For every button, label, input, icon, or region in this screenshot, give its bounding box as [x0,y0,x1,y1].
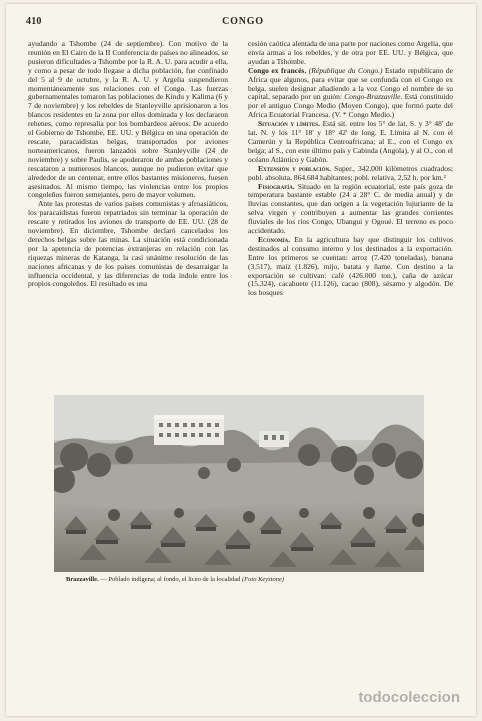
section-extension [248,165,453,183]
entry-heading-note: (République du Congo.) [308,65,383,75]
left-paragraph: ayudando a Tshombe (24 de septiembre). Con motivo de la reunión en El Cairo de la II Conferencia de países no alineados, se pusieron dificultades a Tshombe por la R. A. U. para acudir a ella, y como a pesar de todo llegase a dicha población, fue confinado del 5 al 9 de octubre, y la R. A. U. y Argelia suspendieron momentáneamente sus relaciones con el Congo. Las fuerzas gubernamentales tomaron las poblaciones de Kindu y Kalima (6 y 7 de noviembre) y los rebeldes de Stanleyville aprisionaron a los blancos residentes en la zona por ellos dominada y los declararon rehenes, como represalia por los bombardeos aéreos. De acuerdo el Gobierno de Tshombe, EE. UU. y Bélgica en una operación de rescate, paracaidistas belgas, transportados por aviones norteamericanos, fueron lanzados sobre Stanleyville (24 de noviembre) y sobre Paulis, se apoderaron de ambas poblaciones y rescataron a numerosos blancos, aunque no pudieron evitar que alrededor de un centenar, entre ellos bastantes misioneros, fuesen asesinados. Al mismo tiempo, las violencias entre los propios congoleños fueron semejantes, pero de mayor volumen. [28,39,228,200]
right-column [248,40,453,298]
section-text: Super., 342.000 kilómetros cuadrados; pobl. absoluta, 864.684 habitantes; pobl. relativa, 2,52 h. por km.² [248,163,454,182]
section-heading: Situación y límites. [258,119,320,129]
section-fisiografia [248,183,453,236]
section-economia [248,236,453,298]
section-heading: Fisiografía. [258,181,295,191]
caption-credit: (Foto Keystone) [242,576,285,583]
page-header [26,16,460,30]
entry-heading: Congo ex francés. [248,65,307,75]
entry-text2: Está constituido por el antiguo Congo Medio (Moyen Congo), que formó parte del Africa Ecuatorial Francesa. (V. * Congo Medio.) [248,92,454,120]
entry-alt-name: Congo-Brazzaville. [344,92,403,102]
section-text: Está sit. entre los 5° de lat. S. y 3° 48' de lat. N. y los 11° 18' y 18° 42' de long. E. Limita al N. con el Camerún y la República Centroafricana; al E., con el Congo ex belga; al S., con este último país y Cabinda (Angola), y al O., con el océano Atlántico y Gabón. [248,119,454,164]
section-heading: Extensión y población. [258,163,331,173]
left-paragraph: Ante las protestas de varios países comunistas y afroasiáticos, los paracaidistas fueron repatriados sin terminar la operación de rescate y retirados los aviones de transporte de EE. UU. (28 de noviembre). En diciembre, Tshombe declaró cancelados los derechos belgas sobre las minas. La situación está condicionada por la apetencia de potencias extranjeras en relación con las riquezas mineras de Katanga, la casi unánime resolución de las naciones africanas y de los países comunistas de desarraigar la influencia occidental, y las diferencias de toda índole entre los propios congoleños. El resultado es una [28,199,228,289]
photo-caption [66,576,416,583]
watermark-logo: todocoleccion [358,689,460,706]
right-intro: cesión caótica alentada de una parte por naciones como Argelia, que envía armas a los rebeldes, y de otra por EE. UU. y Bélgica, que ayudan a Tshombe. [248,39,453,66]
book-page [6,4,476,716]
caption-text: — Poblado indígena; al fondo, el liceo de la localidad [100,576,241,583]
brazzaville-photo [54,395,424,572]
running-title: CONGO [222,16,264,27]
section-situacion [248,120,453,165]
left-column [28,40,228,289]
caption-place: Brazzaville. [66,576,99,583]
section-heading: Economía. [258,234,291,244]
photo-illustration [54,395,424,572]
section-text: Situado en la región ecuatorial, este país goza de temperatura bastante estable (24 a 28° C. de media anual) y de lluvias constantes, que dan origen a la vegetación lujuriante de la selva virgen y contribuyen a aumentar las grandes corrientes fluviales de los ríos Congo, Ubangui y Ogoué. El terreno es poco accidentado. [248,181,453,236]
page-number: 410 [26,16,42,27]
entry-text: Estado republicano de Africa que algunos, para evitar que se confunda con el Congo ex belga, suelen designar añadiendo a la voz Congo el nombre de su capital, separado por un guión: [248,65,454,102]
section-text: En la agricultura hay que distinguir los cultivos destinados al consumo interno y los destinados a la exportación. Entre los primeros se cuentan: arroz (7.420 toneladas), banana (3.517), maíz (1.826), mijo, batata y ñame. Con destino a la exportación se cultivan: café (426.000 ton.), caña de azúcar (15.324), cacahuete (11.126), cacao (808), sésamo y algodón. De los bosques [248,234,454,298]
congo-frances-entry [248,67,453,120]
